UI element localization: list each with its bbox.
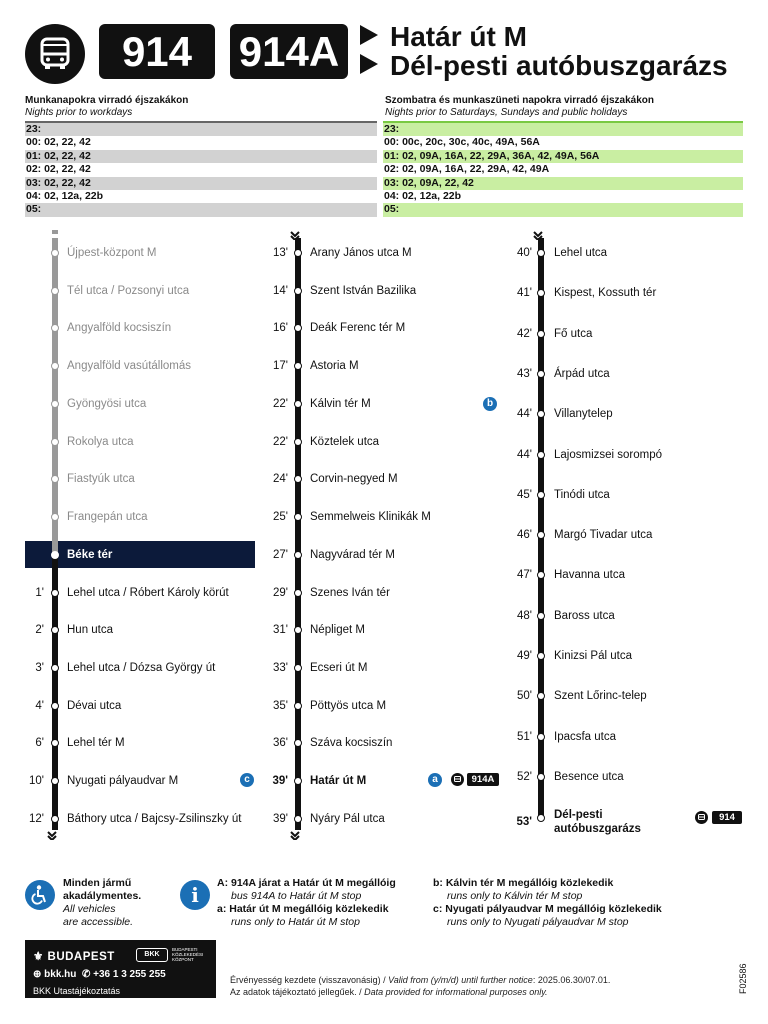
stop-marker	[294, 400, 302, 408]
stop-name: Béke tér	[67, 548, 113, 561]
stop-name: Ipacsfa utca	[554, 730, 617, 743]
route-line-dash	[52, 230, 58, 234]
stop-name: Deák Ferenc tér M	[310, 322, 406, 335]
bkk-subtitle: BUDAPESTI KÖZLEKEDÉSI KÖZPONT	[172, 947, 204, 962]
stop-minutes: 22'	[273, 435, 288, 448]
chevron-down-icon	[533, 230, 543, 240]
timetable-row: 02: 02, 09A, 16A, 22, 29A, 42, 49A	[384, 163, 550, 176]
stop-name: Villanytelep	[554, 408, 613, 421]
stop-minutes: 41'	[517, 287, 532, 300]
stop-minutes: 52'	[517, 770, 532, 783]
route-number-914: 914	[99, 24, 215, 79]
stop-name: Kispest, Kossuth tér	[554, 287, 657, 300]
timetable-row: 23:	[383, 123, 743, 136]
stop-name: Árpád utca	[554, 367, 610, 380]
stop-name: Báthory utca / Bajcsy-Zsilinszky út	[67, 812, 242, 825]
stop-marker	[537, 652, 545, 660]
stop-minutes: 44'	[517, 448, 532, 461]
stop-name: Fő utca	[554, 327, 593, 340]
stop-minutes: 51'	[517, 730, 532, 743]
phone-number[interactable]: +36 1 3 255 255	[93, 969, 166, 980]
stop-marker	[294, 815, 302, 823]
accessibility-note: Minden jármű akadálymentes. All vehicles are accessible.	[63, 877, 142, 928]
stop-minutes: 48'	[517, 609, 532, 622]
stop-marker	[294, 287, 302, 295]
stop-name: Angyalföld vasútállomás	[67, 360, 192, 373]
timetable-row: 01: 02, 22, 42	[25, 150, 377, 163]
timetable-right	[383, 123, 743, 217]
wheelchair-icon	[25, 880, 55, 910]
stop-minutes: 45'	[517, 488, 532, 501]
stop-marker	[537, 773, 545, 781]
stop-marker	[537, 249, 545, 257]
budapest-brand: ⚜ BUDAPEST	[33, 951, 115, 963]
stop-minutes: 29'	[273, 586, 288, 599]
bkk-contact	[33, 969, 166, 980]
bkk-logo: BKK	[136, 948, 168, 962]
stop-minutes: 17'	[273, 360, 288, 373]
stop-name: Kálvin tér M	[310, 397, 371, 410]
stop-name: Határ út M	[310, 775, 367, 788]
timetable-left	[25, 123, 377, 217]
stop-minutes: 22'	[273, 397, 288, 410]
stop-marker	[51, 551, 59, 559]
stop-marker	[51, 664, 59, 672]
stop-minutes: 39'	[273, 812, 288, 825]
stop-minutes: 36'	[273, 737, 288, 750]
stop-name: Nagyvárad tér M	[310, 548, 396, 561]
stop-marker	[294, 438, 302, 446]
stop-name: Baross utca	[554, 609, 615, 622]
stop-name: Száva kocsiszín	[310, 737, 393, 750]
stop-name: Nyáry Pál utca	[310, 812, 385, 825]
timetable-row: 04: 02, 12a, 22b	[384, 189, 462, 202]
stop-marker	[51, 438, 59, 446]
timetable-row: 05:	[383, 203, 743, 216]
phone-icon: ✆	[81, 969, 91, 980]
stop-minutes: 12'	[29, 812, 44, 825]
globe-icon: ⊕	[33, 969, 42, 980]
stop-minutes: 2'	[35, 624, 44, 637]
stop-marker	[51, 287, 59, 295]
stop-minutes: 24'	[273, 473, 288, 486]
stop-name: Astoria M	[310, 360, 359, 373]
transfer-route-914: 914	[712, 811, 742, 824]
stop-name: Angyalföld kocsiszín	[67, 322, 172, 335]
current-stop-highlight	[25, 541, 255, 568]
timetable-row: 00: 02, 22, 42	[26, 136, 91, 149]
timetable-row: 03: 02, 09A, 22, 42	[383, 177, 743, 190]
bkk-info-label: BKK Utastájékoztatás	[33, 986, 121, 996]
notes-a: A: 914A járat a Határ út M megállóig bus 914A to Határ út M stop a: Határ út M megállóig közlekedik runs only to Határ út M stop	[217, 877, 396, 928]
stop-name: Besence utca	[554, 770, 624, 783]
stop-name: Kinizsi Pál utca	[554, 650, 632, 662]
stop-minutes: 27'	[273, 548, 288, 561]
stop-minutes: 49'	[517, 650, 532, 662]
stop-name: Arany János utca M	[310, 247, 412, 259]
stop-name: Szent Lőrinc-telep	[554, 690, 647, 703]
stop-minutes: 46'	[517, 529, 532, 542]
stop-minutes: 3'	[35, 662, 44, 675]
stop-marker	[51, 815, 59, 823]
website-link[interactable]: bkk.hu	[44, 969, 77, 980]
destination-2: Dél-pesti autóbuszgarázs	[360, 51, 728, 81]
stop-name: Gyöngyösi utca	[67, 397, 147, 410]
stop-marker	[537, 330, 545, 338]
stop-minutes: 35'	[273, 699, 288, 712]
stop-name: Rokolya utca	[67, 435, 134, 448]
stop-minutes: 1'	[35, 586, 44, 599]
chevron-down-icon	[290, 830, 300, 840]
timetable-row: 00: 00c, 20c, 30c, 40c, 49A, 56A	[384, 136, 540, 149]
chevron-down-icon	[47, 830, 57, 840]
arrow-right-icon	[360, 25, 378, 45]
timetable-left-heading: Munkanapokra virradó éjszakákon Nights prior to workdays	[25, 95, 189, 118]
stop-name: Hun utca	[67, 624, 114, 637]
notes-bc: b: Kálvin tér M megállóig közlekedik runs only to Kálvin tér M stop c: Nyugati pályaudvar M megállóig közlekedik runs only to Nyugati pályaudvar M stop	[433, 877, 662, 928]
note-a-badge: a	[428, 773, 442, 787]
stop-marker	[294, 702, 302, 710]
stop-minutes: 33'	[273, 662, 288, 675]
stop-marker	[294, 551, 302, 559]
stop-minutes: 4'	[35, 699, 44, 712]
stop-marker	[294, 664, 302, 672]
stop-marker	[537, 733, 545, 741]
stop-minutes: 50'	[517, 690, 532, 703]
stop-marker	[537, 370, 545, 378]
stop-name: Lehel utca / Róbert Károly körút	[67, 586, 229, 599]
stop-minutes: 10'	[29, 775, 44, 788]
stop-name: Tinódi utca	[554, 488, 610, 501]
timetable-row: 23:	[25, 123, 377, 136]
info-icon: i	[180, 880, 210, 910]
stop-name: Tél utca / Pozsonyi utca	[67, 284, 190, 297]
stop-name: Corvin-negyed M	[310, 473, 398, 486]
stop-name: Lehel tér M	[67, 737, 125, 750]
timetable-row: 01: 02, 09A, 16A, 22, 29A, 36A, 42, 49A, 56A	[383, 150, 743, 163]
stop-marker	[537, 451, 545, 459]
stop-marker	[51, 400, 59, 408]
stop-name: Havanna utca	[554, 569, 625, 582]
bus-icon	[451, 773, 464, 786]
stop-minutes: 44'	[517, 408, 532, 421]
stop-name: Nyugati pályaudvar M	[67, 775, 179, 788]
stop-minutes: 53'	[516, 816, 532, 829]
stop-name: Szenes Iván tér	[310, 586, 390, 599]
stop-name: Lajosmizsei sorompó	[554, 448, 663, 461]
bus-icon	[695, 811, 708, 824]
timetable-right-heading: Szombatra és munkaszüneti napokra virradó éjszakákon Nights prior to Saturdays, Sundays and public holidays	[385, 95, 654, 118]
route-number-914a: 914A	[230, 24, 348, 79]
stop-minutes: 13'	[273, 247, 288, 259]
document-code: F02586	[738, 963, 748, 994]
stop-minutes: 40'	[517, 247, 532, 259]
stop-minutes: 31'	[273, 624, 288, 637]
stop-minutes: 6'	[35, 737, 44, 750]
stop-marker	[537, 491, 545, 499]
stop-name: Ecseri út M	[310, 662, 368, 675]
stop-name: Újpest-központ M	[67, 247, 157, 259]
stop-name: Dévai utca	[67, 699, 122, 712]
note-b-badge: b	[483, 397, 497, 411]
stop-marker	[51, 249, 59, 257]
stop-minutes: 14'	[273, 284, 288, 297]
timetable-row: 02: 02, 22, 42	[26, 163, 91, 176]
route-line-grey	[52, 238, 58, 554]
note-c-badge: c	[240, 773, 254, 787]
stop-name: Köztelek utca	[310, 435, 380, 448]
stop-name: Lehel utca / Dózsa György út	[67, 662, 216, 675]
stop-name: Lehel utca	[554, 247, 608, 259]
stop-name: Pöttyös utca M	[310, 699, 387, 712]
stop-minutes: 16'	[273, 322, 288, 335]
timetable-row: 04: 02, 12a, 22b	[26, 189, 104, 202]
destination-1: Határ út M	[360, 22, 527, 52]
validity-note: Érvényesség kezdete (visszavonásig) / Valid from (y/m/d) until further notice: 2025.06.30/07.01. Az adatok tájékoztató jellegűek. / Data provided for informational purposes only.	[230, 975, 611, 997]
stop-marker	[294, 589, 302, 597]
stop-name: Dél-pesti autóbuszgarázs	[554, 809, 641, 836]
stop-name: Margó Tivadar utca	[554, 529, 653, 542]
bkk-info-box	[25, 940, 216, 998]
stop-name: Frangepán utca	[67, 511, 148, 524]
stop-marker	[51, 702, 59, 710]
stop-marker	[537, 814, 545, 822]
arrow-right-icon	[360, 54, 378, 74]
stop-minutes: 47'	[517, 569, 532, 582]
stop-name: Népliget M	[310, 624, 365, 637]
timetable-row: 05:	[25, 203, 377, 216]
route-line	[538, 238, 544, 816]
stop-marker	[51, 589, 59, 597]
stop-name: Fiastyúk utca	[67, 473, 135, 486]
stop-minutes: 43'	[517, 367, 532, 380]
bus-icon	[25, 24, 85, 84]
stop-minutes: 25'	[273, 511, 288, 524]
stop-name: Szent István Bazilika	[310, 284, 417, 297]
stop-marker	[537, 612, 545, 620]
stop-marker	[294, 249, 302, 257]
chevron-down-icon	[290, 230, 300, 240]
stop-minutes: 39'	[272, 775, 288, 788]
stop-minutes: 42'	[517, 327, 532, 340]
stop-name: Semmelweis Klinikák M	[310, 511, 431, 524]
transfer-route-914a: 914A	[467, 773, 499, 786]
timetable-row: 03: 02, 22, 42	[25, 177, 377, 190]
